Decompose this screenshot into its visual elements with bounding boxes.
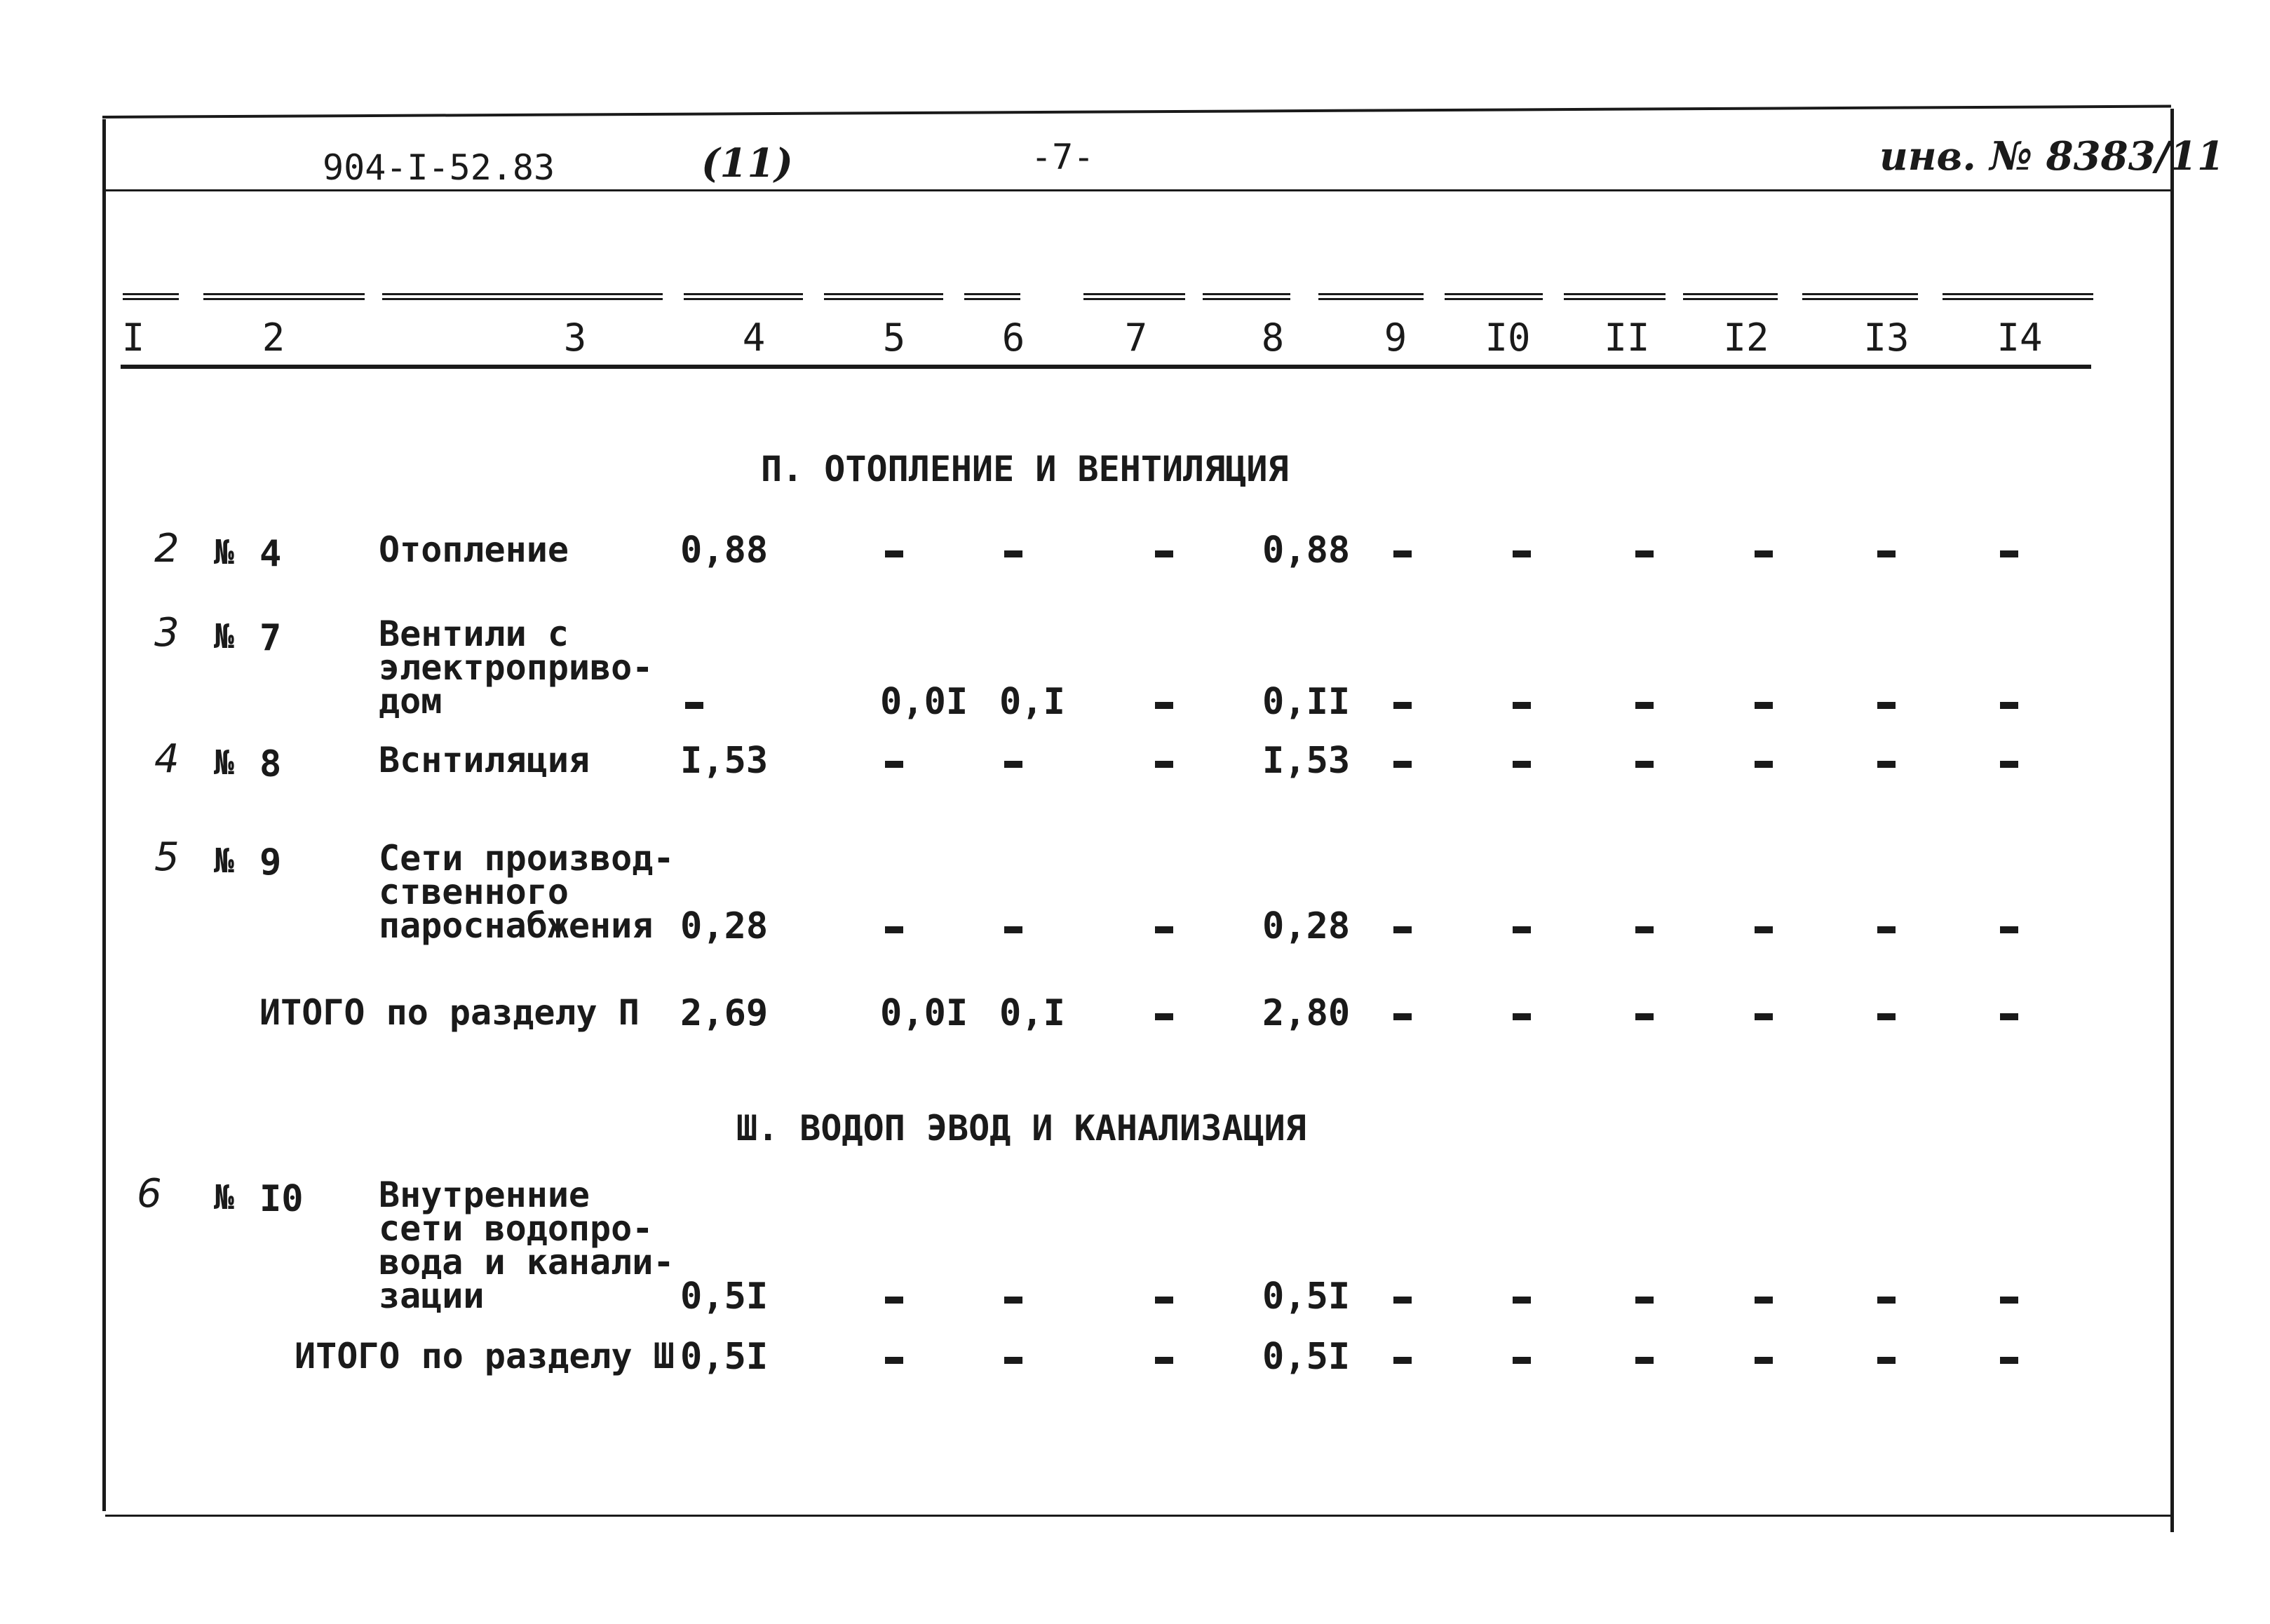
row-sheet: 4 — [259, 533, 282, 575]
total-c4: 0,5I — [680, 1336, 769, 1378]
cell-rest — [1393, 702, 1412, 709]
cell-rest — [2000, 926, 2018, 933]
header-dash-segment — [1943, 293, 2093, 300]
cell-c6: 0,I — [999, 681, 1065, 723]
cell-c4: 0,5I — [680, 1275, 769, 1318]
cell-rest — [1877, 1297, 1896, 1304]
row-name — [379, 529, 569, 570]
doc-code: 904-I-52.83 — [323, 147, 555, 188]
row-name-line: дом — [379, 681, 442, 722]
section-title-3: Ш. ВОДОП ЭВОД И КАНАЛИЗАЦИЯ — [736, 1108, 1306, 1149]
cell-c8: 0,II — [1262, 681, 1351, 723]
cell-c6 — [1004, 926, 1022, 933]
cell-rest — [2000, 761, 2018, 768]
column-number: I3 — [1863, 316, 1910, 360]
cell-c7 — [1155, 702, 1173, 709]
cell-c8: 0,28 — [1262, 905, 1351, 947]
total-rest — [1635, 1013, 1654, 1020]
total-c4: 2,69 — [680, 992, 769, 1034]
cell-rest — [1755, 1297, 1773, 1304]
row-sheet: 7 — [259, 617, 282, 659]
cell-rest — [1393, 761, 1412, 768]
column-number: 8 — [1261, 316, 1285, 360]
total-c7 — [1155, 1357, 1173, 1364]
column-number: I4 — [1997, 316, 2043, 360]
column-number: 3 — [563, 316, 587, 360]
total-rest — [2000, 1357, 2018, 1364]
frame-top — [102, 105, 2171, 119]
row-number: 3 — [154, 610, 180, 656]
row-mark: № — [214, 1178, 234, 1217]
total-c5 — [885, 1357, 903, 1364]
total-label: ИТОГО по разделу П — [259, 992, 640, 1033]
header-dash-segment — [1318, 293, 1424, 300]
row-name — [379, 740, 590, 780]
frame-right — [2170, 109, 2174, 1532]
total-rest — [1393, 1357, 1412, 1364]
total-rest — [1755, 1357, 1773, 1364]
column-number: 4 — [742, 316, 766, 360]
cell-rest — [1877, 761, 1896, 768]
row-name-line: Отопление — [379, 529, 569, 570]
cell-rest — [1755, 702, 1773, 709]
cell-c5 — [885, 926, 903, 933]
cell-rest — [1635, 926, 1654, 933]
header-dash-segment — [1445, 293, 1543, 300]
cell-c8: I,53 — [1262, 740, 1351, 782]
cell-rest — [2000, 550, 2018, 557]
header-dash-segment — [824, 293, 943, 300]
header-dash-segment — [1083, 293, 1185, 300]
total-c8: 2,80 — [1262, 992, 1351, 1034]
cell-rest — [1393, 926, 1412, 933]
cell-rest — [2000, 702, 2018, 709]
cell-rest — [1513, 550, 1531, 557]
section-title-2: П. ОТОПЛЕНИЕ И ВЕНТИЛЯЦИЯ — [761, 449, 1289, 489]
row-name-line: сети водопро- — [379, 1208, 654, 1249]
cell-rest — [1755, 550, 1773, 557]
cell-rest — [1513, 926, 1531, 933]
cell-rest — [1635, 702, 1654, 709]
cell-rest — [1513, 1297, 1531, 1304]
cell-rest — [1635, 550, 1654, 557]
row-sheet: I0 — [259, 1178, 304, 1220]
cell-c5: 0,0I — [880, 681, 968, 723]
total-rest — [2000, 1013, 2018, 1020]
header-dash-segment — [1203, 293, 1290, 300]
total-rest — [1877, 1357, 1896, 1364]
row-name — [379, 614, 654, 722]
header-dash-segment — [1802, 293, 1918, 300]
column-number: 5 — [882, 316, 906, 360]
cell-c6 — [1004, 550, 1022, 557]
cell-rest — [1393, 550, 1412, 557]
cell-c7 — [1155, 761, 1173, 768]
row-name-line: Вснтиляция — [379, 740, 590, 780]
row-name-line: Внутренние — [379, 1175, 590, 1215]
total-rest — [1513, 1357, 1531, 1364]
column-number: 7 — [1124, 316, 1148, 360]
cell-c4: 0,28 — [680, 905, 769, 947]
total-rest — [1755, 1013, 1773, 1020]
row-name-line: пароснабжения — [379, 905, 654, 946]
row-mark: № — [214, 841, 234, 881]
cell-c6 — [1004, 761, 1022, 768]
row-mark: № — [214, 743, 234, 783]
header-dash-segment — [123, 293, 179, 300]
cell-c5 — [885, 550, 903, 557]
row-number: 5 — [154, 834, 180, 880]
cell-rest — [1755, 926, 1773, 933]
cell-rest — [1513, 702, 1531, 709]
header-dash-segment — [964, 293, 1020, 300]
row-number: 2 — [154, 526, 180, 571]
cell-c4: I,53 — [680, 740, 769, 782]
inventory-number: инв. № 8383/11 — [1879, 133, 2224, 180]
total-rest — [1635, 1357, 1654, 1364]
column-number: I2 — [1723, 316, 1769, 360]
header-underline — [102, 189, 2171, 191]
cell-c5 — [885, 761, 903, 768]
row-name — [379, 838, 675, 946]
total-c8: 0,5I — [1262, 1336, 1351, 1378]
cell-rest — [1877, 550, 1896, 557]
row-name-line: Вентили с — [379, 614, 569, 654]
cell-rest — [1755, 761, 1773, 768]
total-c6: 0,I — [999, 992, 1065, 1034]
cell-c5 — [885, 1297, 903, 1304]
row-name-line: Сети производ- — [379, 838, 675, 879]
header-dash-segment — [382, 293, 663, 300]
cell-rest — [2000, 1297, 2018, 1304]
cell-c4 — [685, 702, 703, 709]
row-name-line: электроприво- — [379, 647, 654, 688]
row-number: 6 — [137, 1171, 162, 1217]
page-number: -7- — [1031, 137, 1095, 177]
column-number: II — [1604, 316, 1650, 360]
cell-rest — [1635, 761, 1654, 768]
cell-c8: 0,88 — [1262, 529, 1351, 571]
cell-rest — [1513, 761, 1531, 768]
total-rest — [1393, 1013, 1412, 1020]
column-number: I — [121, 316, 145, 360]
total-c5: 0,0I — [880, 992, 968, 1034]
cell-rest — [1393, 1297, 1412, 1304]
cell-c6 — [1004, 1297, 1022, 1304]
row-name-line: зации — [379, 1275, 485, 1316]
cell-c4: 0,88 — [680, 529, 769, 571]
total-c6 — [1004, 1357, 1022, 1364]
cell-c7 — [1155, 926, 1173, 933]
row-name-line: ственного — [379, 872, 569, 912]
total-rest — [1513, 1013, 1531, 1020]
row-sheet: 8 — [259, 743, 282, 785]
column-header-rule — [121, 365, 2091, 369]
cell-rest — [1635, 1297, 1654, 1304]
row-mark: № — [214, 533, 234, 572]
column-number: 9 — [1384, 316, 1407, 360]
header-dash-segment — [1683, 293, 1778, 300]
cell-rest — [1877, 926, 1896, 933]
header-dash-segment — [684, 293, 803, 300]
total-rest — [1877, 1013, 1896, 1020]
cell-rest — [1877, 702, 1896, 709]
column-number: I0 — [1485, 316, 1531, 360]
cell-c7 — [1155, 550, 1173, 557]
cell-c8: 0,5I — [1262, 1275, 1351, 1318]
sheet-ref: (11) — [701, 140, 793, 187]
total-label: ИТОГО по разделу Ш — [295, 1336, 675, 1376]
frame-bottom — [105, 1515, 2170, 1517]
total-c7 — [1155, 1013, 1173, 1020]
row-name — [379, 1175, 675, 1316]
row-sheet: 9 — [259, 841, 282, 884]
row-name-line: вода и канали- — [379, 1242, 675, 1283]
row-number: 4 — [154, 736, 180, 782]
row-mark: № — [214, 617, 234, 656]
column-number: 6 — [1001, 316, 1025, 360]
header-dash-segment — [203, 293, 365, 300]
cell-c7 — [1155, 1297, 1173, 1304]
header-dash-segment — [1564, 293, 1666, 300]
column-number: 2 — [262, 316, 285, 360]
